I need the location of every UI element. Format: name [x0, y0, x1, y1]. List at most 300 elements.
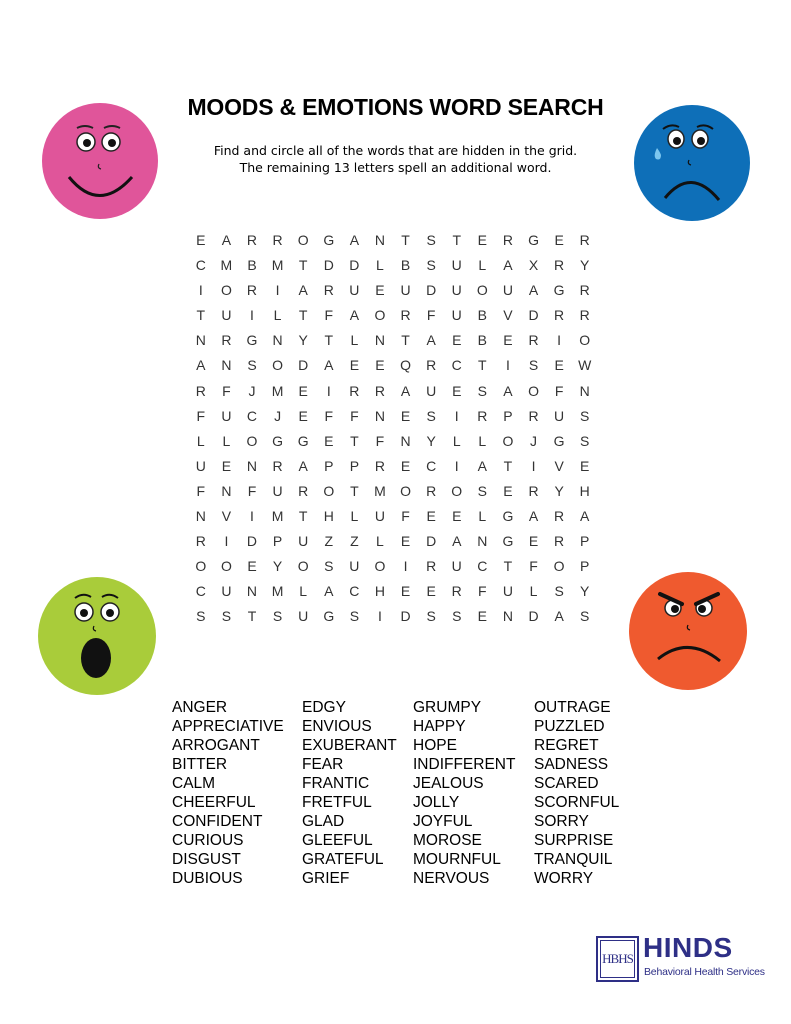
grid-letter[interactable]: U — [502, 583, 513, 600]
grid-letter[interactable]: J — [530, 432, 538, 449]
grid-letter[interactable]: O — [528, 382, 539, 399]
grid-letter[interactable]: C — [426, 457, 437, 474]
grid-letter[interactable]: P — [349, 457, 360, 474]
grid-letter[interactable]: O — [272, 357, 284, 374]
grid-letter[interactable]: R — [528, 332, 539, 349]
grid-letter[interactable]: G — [272, 432, 284, 449]
grid-letter[interactable]: S — [580, 608, 590, 625]
grid-letter[interactable]: E — [477, 608, 487, 625]
grid-letter[interactable]: A — [221, 232, 232, 248]
grid-letter[interactable]: O — [476, 282, 488, 299]
word-item: DUBIOUS — [172, 870, 243, 887]
grid-letter[interactable]: A — [324, 583, 334, 600]
grid-letter[interactable]: S — [426, 232, 436, 248]
grid-letter[interactable]: T — [401, 332, 410, 349]
word-item: DISGUST — [172, 851, 241, 868]
grid-letter[interactable]: E — [503, 332, 513, 349]
grid-letter[interactable]: A — [528, 508, 539, 525]
grid-letter[interactable]: S — [349, 608, 360, 625]
grid-letter[interactable]: R — [374, 457, 386, 474]
grid-letter[interactable]: L — [478, 508, 487, 525]
grid-letter[interactable]: Y — [580, 583, 590, 600]
grid-letter[interactable]: R — [400, 307, 411, 324]
grid-letter[interactable]: D — [528, 608, 539, 625]
grid-letter[interactable]: O — [195, 558, 207, 575]
grid-letter[interactable]: U — [272, 482, 283, 499]
grid-letter[interactable]: F — [350, 407, 359, 424]
grid-letter[interactable]: F — [324, 407, 334, 424]
grid-letter[interactable]: C — [477, 558, 488, 575]
grid-letter[interactable]: O — [297, 558, 309, 575]
grid-letter[interactable]: R — [349, 382, 360, 399]
grid-letter[interactable]: A — [426, 332, 436, 349]
grid-letter[interactable]: R — [272, 232, 283, 248]
grid-letter[interactable]: A — [349, 307, 360, 324]
grid-letter[interactable]: S — [426, 608, 436, 625]
grid-letter[interactable]: P — [324, 457, 334, 474]
grid-letter[interactable]: E — [375, 357, 385, 374]
grid-letter[interactable]: M — [271, 583, 284, 600]
grid-letter[interactable]: F — [247, 482, 257, 499]
grid-letter[interactable]: N — [246, 583, 258, 600]
grid-letter[interactable]: O — [579, 332, 591, 349]
grid-letter[interactable]: U — [221, 583, 232, 600]
grid-letter[interactable]: R — [528, 482, 539, 499]
grid-letter[interactable]: M — [271, 508, 284, 525]
grid-letter[interactable]: O — [400, 482, 411, 499]
grid-letter[interactable]: U — [400, 282, 411, 299]
grid-letter[interactable]: I — [250, 307, 254, 324]
grid-letter[interactable]: N — [579, 382, 590, 399]
grid-letter[interactable]: F — [529, 558, 538, 575]
grid-letter[interactable]: E — [375, 282, 385, 299]
grid-letter[interactable]: T — [196, 307, 206, 324]
grid-letter[interactable]: E — [554, 232, 564, 248]
grid-letter[interactable]: I — [531, 457, 536, 474]
grid-letter[interactable]: F — [324, 307, 334, 324]
word-item: BITTER — [172, 756, 228, 773]
grid-letter[interactable]: R — [374, 382, 386, 399]
grid-letter[interactable]: S — [452, 608, 462, 625]
grid-letter[interactable]: F — [554, 382, 564, 399]
word-item: CALM — [172, 775, 216, 792]
grid-letter[interactable]: M — [271, 382, 284, 399]
grid-letter[interactable]: L — [529, 583, 538, 600]
logo-monogram: HBHS — [600, 940, 635, 978]
grid-letter[interactable]: U — [451, 282, 462, 299]
grid-letter[interactable]: I — [378, 608, 382, 625]
grid-letter[interactable]: C — [195, 257, 206, 274]
grid-letter[interactable]: R — [554, 508, 565, 525]
grid-letter[interactable]: O — [374, 558, 386, 575]
grid-letter[interactable]: D — [323, 257, 334, 274]
grid-letter[interactable]: R — [528, 407, 539, 424]
word-item: REGRET — [534, 737, 599, 754]
word-item: FRANTIC — [302, 775, 370, 792]
grid-letter[interactable]: Y — [580, 257, 590, 274]
grid-letter[interactable]: R — [554, 533, 565, 550]
grid-letter[interactable]: D — [400, 608, 411, 625]
grid-letter[interactable]: R — [246, 282, 258, 299]
grid-letter[interactable]: I — [198, 282, 203, 299]
word-item: GRATEFUL — [302, 851, 384, 868]
grid-letter[interactable]: U — [298, 608, 309, 625]
grid-letter[interactable]: U — [349, 282, 360, 299]
grid-letter[interactable]: O — [220, 282, 232, 299]
grid-letter[interactable]: M — [220, 257, 233, 274]
word-item: GLAD — [302, 813, 345, 830]
grid-letter[interactable]: R — [554, 307, 565, 324]
grid-letter[interactable]: W — [578, 357, 592, 374]
grid-letter[interactable]: T — [452, 232, 462, 248]
grid-letter[interactable]: G — [553, 432, 565, 449]
grid-letter[interactable]: F — [375, 432, 385, 449]
word-item: GRUMPY — [413, 699, 482, 716]
grid-letter[interactable]: A — [298, 282, 308, 299]
word-item: MOROSE — [413, 832, 482, 849]
grid-letter[interactable]: R — [246, 232, 258, 248]
grid-letter[interactable]: U — [451, 558, 462, 575]
grid-letter[interactable]: I — [224, 533, 229, 550]
grid-letter[interactable]: A — [503, 382, 513, 399]
word-column-3 — [413, 698, 515, 888]
grid-letter[interactable]: U — [554, 407, 565, 424]
grid-letter[interactable]: M — [374, 482, 386, 499]
grid-letter[interactable]: T — [478, 357, 487, 374]
grid-letter[interactable]: S — [426, 407, 436, 424]
instruction-line-2: The remaining 13 letters spell an additional word. — [239, 160, 552, 175]
grid-letter[interactable]: U — [298, 533, 309, 550]
grid-letter[interactable]: R — [298, 482, 309, 499]
grid-letter[interactable]: E — [400, 583, 411, 600]
surprised-face-icon — [37, 576, 157, 696]
grid-letter[interactable]: R — [195, 382, 206, 399]
grid-letter[interactable]: O — [323, 482, 335, 499]
word-item: SURPRISE — [534, 832, 614, 849]
grid-letter[interactable]: E — [452, 508, 462, 525]
grid-letter[interactable]: I — [454, 407, 459, 424]
grid-letter[interactable]: N — [221, 482, 232, 499]
letter-grid — [188, 230, 598, 632]
grid-letter[interactable]: G — [246, 332, 258, 349]
word-item: TRANQUIL — [534, 851, 613, 868]
grid-letter[interactable]: R — [195, 533, 206, 550]
word-item: SADNESS — [534, 756, 609, 773]
grid-letter[interactable]: F — [478, 583, 487, 600]
grid-letter[interactable]: S — [580, 432, 590, 449]
word-item: ANGER — [172, 699, 228, 716]
grid-letter[interactable]: D — [246, 533, 258, 550]
grid-letter[interactable]: A — [580, 508, 590, 525]
grid-letter[interactable]: R — [426, 558, 437, 575]
grid-letter[interactable]: I — [326, 382, 331, 399]
word-item: NERVOUS — [413, 870, 490, 887]
grid-letter[interactable]: E — [580, 457, 590, 474]
word-item: SCORNFUL — [534, 794, 620, 811]
grid-letter[interactable]: T — [247, 608, 257, 625]
grid-letter[interactable]: U — [195, 457, 206, 474]
grid-letter[interactable]: B — [477, 307, 487, 324]
grid-letter[interactable]: U — [426, 382, 437, 399]
grid-letter[interactable]: S — [477, 382, 487, 399]
grid-letter[interactable]: A — [196, 357, 206, 374]
grid-letter[interactable]: E — [452, 332, 462, 349]
grid-letter[interactable]: L — [376, 533, 384, 550]
grid-letter[interactable]: E — [426, 583, 436, 600]
grid-letter[interactable]: I — [403, 558, 408, 575]
grid-letter[interactable]: J — [248, 382, 256, 399]
grid-letter[interactable]: N — [374, 332, 386, 349]
word-item: ARROGANT — [172, 737, 260, 754]
grid-letter[interactable]: B — [247, 257, 257, 274]
grid-letter[interactable]: R — [272, 457, 283, 474]
grid-letter[interactable]: F — [196, 482, 206, 499]
grid-letter[interactable]: H — [323, 508, 334, 525]
grid-letter[interactable]: S — [528, 357, 539, 374]
grid-letter[interactable]: G — [502, 533, 514, 550]
grid-letter[interactable]: N — [400, 432, 411, 449]
logo-tagline: Behavioral Health Services — [644, 966, 765, 978]
grid-letter[interactable]: V — [503, 307, 513, 324]
grid-letter[interactable]: X — [528, 257, 539, 274]
grid-letter[interactable]: I — [275, 282, 280, 299]
grid-letter[interactable]: R — [451, 583, 462, 600]
grid-letter[interactable]: G — [553, 282, 565, 299]
word-item: CURIOUS — [172, 832, 244, 849]
grid-letter[interactable]: F — [426, 307, 436, 324]
grid-letter[interactable]: O — [297, 232, 309, 248]
grid-letter[interactable]: R — [579, 282, 590, 299]
grid-letter[interactable]: B — [477, 332, 487, 349]
word-item: SORRY — [534, 813, 589, 830]
grid-letter[interactable]: G — [297, 432, 309, 449]
grid-letter[interactable]: Y — [426, 432, 436, 449]
grid-letter[interactable]: O — [374, 307, 386, 324]
grid-letter[interactable]: E — [196, 232, 206, 248]
grid-letter[interactable]: U — [221, 307, 232, 324]
grid-letter[interactable]: E — [426, 508, 436, 525]
grid-letter[interactable]: I — [454, 457, 459, 474]
grid-letter[interactable]: R — [502, 232, 513, 248]
hinds-logo — [596, 932, 765, 984]
grid-letter[interactable]: O — [553, 558, 565, 575]
grid-letter[interactable]: N — [195, 332, 206, 349]
grid-letter[interactable]: E — [503, 482, 513, 499]
grid-letter[interactable]: E — [400, 407, 411, 424]
grid-letter[interactable]: L — [350, 332, 359, 349]
grid-letter[interactable]: C — [349, 583, 360, 600]
word-item: SCARED — [534, 775, 599, 792]
grid-letter[interactable]: D — [426, 533, 437, 550]
grid-letter[interactable]: E — [554, 357, 564, 374]
grid-letter[interactable]: S — [554, 583, 564, 600]
grid-letter[interactable]: S — [247, 357, 257, 374]
grid-letter[interactable]: G — [323, 232, 335, 248]
grid-letter[interactable]: Q — [400, 357, 411, 374]
grid-letter[interactable]: A — [477, 457, 487, 474]
grid-letter[interactable]: E — [349, 357, 360, 374]
grid-letter[interactable]: L — [376, 257, 384, 274]
grid-letter[interactable]: E — [400, 533, 411, 550]
grid-letter[interactable]: U — [374, 508, 386, 525]
grid-letter[interactable]: L — [299, 583, 308, 600]
word-column-1 — [172, 698, 284, 888]
grid-letter[interactable]: T — [298, 307, 308, 324]
grid-letter[interactable]: U — [502, 282, 513, 299]
grid-letter[interactable]: N — [477, 533, 488, 550]
grid-letter[interactable]: E — [298, 382, 308, 399]
grid-letter[interactable]: E — [477, 232, 487, 248]
grid-letter[interactable]: U — [349, 558, 360, 575]
grid-letter[interactable]: O — [451, 482, 463, 499]
grid-letter[interactable]: U — [221, 407, 232, 424]
grid-letter[interactable]: R — [426, 482, 437, 499]
word-column-2 — [302, 698, 397, 888]
grid-letter[interactable]: T — [350, 432, 359, 449]
grid-letter[interactable]: T — [298, 508, 308, 525]
grid-letter[interactable]: D — [426, 282, 437, 299]
grid-letter[interactable]: M — [271, 257, 284, 274]
grid-letter[interactable]: L — [478, 257, 487, 274]
grid-letter[interactable]: O — [220, 558, 232, 575]
grid-letter[interactable]: T — [503, 558, 513, 575]
grid-letter[interactable]: E — [247, 558, 257, 575]
instruction-line-1: Find and circle all of the words that are hidden in the grid. — [213, 143, 578, 158]
grid-letter[interactable]: B — [400, 257, 411, 274]
grid-letter[interactable]: L — [222, 432, 231, 449]
grid-letter[interactable]: R — [323, 282, 334, 299]
grid-letter[interactable]: O — [502, 432, 514, 449]
grid-letter[interactable]: Z — [324, 533, 334, 550]
grid-letter[interactable]: C — [195, 583, 206, 600]
grid-letter[interactable]: A — [349, 232, 360, 248]
grid-letter[interactable]: L — [452, 432, 461, 449]
grid-letter[interactable]: N — [374, 232, 386, 248]
grid-letter[interactable]: L — [273, 307, 282, 324]
grid-letter[interactable]: Y — [272, 558, 283, 575]
grid-letter[interactable]: A — [452, 533, 462, 550]
grid-letter[interactable]: F — [196, 407, 206, 424]
grid-letter[interactable]: T — [350, 482, 359, 499]
grid-letter[interactable]: Y — [554, 482, 564, 499]
word-item: WORRY — [534, 870, 594, 887]
grid-letter[interactable]: J — [274, 407, 282, 424]
grid-letter[interactable]: E — [452, 382, 462, 399]
grid-letter[interactable]: R — [579, 307, 590, 324]
logo-monogram-box — [596, 936, 639, 982]
grid-letter[interactable]: N — [272, 332, 283, 349]
grid-letter[interactable]: T — [324, 332, 334, 349]
grid-letter[interactable]: C — [451, 357, 462, 374]
word-item: GRIEF — [302, 870, 350, 887]
grid-letter[interactable]: T — [503, 457, 513, 474]
grid-letter[interactable]: S — [580, 407, 590, 424]
word-item: GLEEFUL — [302, 832, 373, 849]
grid-letter[interactable]: D — [349, 257, 360, 274]
page-title: MOODS & EMOTIONS WORD SEARCH — [187, 94, 604, 120]
grid-letter[interactable]: P — [580, 533, 590, 550]
grid-letter[interactable]: N — [246, 457, 258, 474]
grid-letter[interactable]: E — [221, 457, 232, 474]
grid-letter[interactable]: U — [451, 307, 462, 324]
grid-letter[interactable]: F — [222, 382, 231, 399]
grid-letter[interactable]: R — [221, 332, 232, 349]
grid-letter[interactable]: E — [528, 533, 539, 550]
word-item: OUTRAGE — [534, 699, 611, 716]
grid-letter[interactable]: S — [324, 558, 334, 575]
grid-letter[interactable]: A — [324, 357, 334, 374]
grid-letter[interactable]: A — [528, 282, 539, 299]
grid-letter[interactable]: O — [246, 432, 258, 449]
grid-letter[interactable]: H — [579, 482, 590, 499]
grid-letter[interactable]: P — [580, 558, 590, 575]
grid-letter[interactable]: I — [250, 508, 254, 525]
grid-letter[interactable]: D — [298, 357, 309, 374]
grid-letter[interactable]: S — [426, 257, 436, 274]
grid-letter[interactable]: V — [554, 457, 564, 474]
grid-letter[interactable]: R — [579, 232, 590, 248]
grid-letter[interactable]: P — [272, 533, 283, 550]
grid-letter[interactable]: A — [400, 382, 411, 399]
word-item: JEALOUS — [413, 775, 484, 792]
grid-letter[interactable]: S — [477, 482, 487, 499]
grid-letter[interactable]: S — [196, 608, 206, 625]
grid-letter[interactable]: G — [528, 232, 539, 248]
grid-letter[interactable]: N — [374, 407, 386, 424]
grid-letter[interactable]: L — [196, 432, 205, 449]
grid-letter[interactable]: G — [502, 508, 514, 525]
grid-letter[interactable]: R — [477, 407, 488, 424]
grid-letter[interactable]: I — [505, 357, 510, 374]
grid-letter[interactable]: P — [503, 407, 513, 424]
grid-letter[interactable]: Y — [298, 332, 308, 349]
grid-letter[interactable]: A — [298, 457, 308, 474]
grid-letter[interactable]: S — [272, 608, 283, 625]
grid-letter[interactable]: S — [221, 608, 232, 625]
grid-letter[interactable]: V — [221, 508, 232, 525]
grid-letter[interactable]: R — [426, 357, 437, 374]
grid-letter[interactable]: N — [502, 608, 513, 625]
word-item: EXUBERANT — [302, 737, 397, 754]
grid-letter[interactable]: E — [298, 407, 308, 424]
grid-letter[interactable]: E — [400, 457, 411, 474]
happy-face-icon — [41, 102, 159, 220]
grid-letter[interactable]: F — [401, 508, 410, 525]
grid-letter[interactable]: N — [221, 357, 232, 374]
grid-letter[interactable]: E — [324, 432, 334, 449]
grid-letter[interactable]: N — [195, 508, 206, 525]
grid-letter[interactable]: A — [503, 257, 513, 274]
word-item: ENVIOUS — [302, 718, 372, 735]
grid-letter[interactable]: D — [528, 307, 539, 324]
grid-letter[interactable]: I — [557, 332, 562, 349]
grid-letter[interactable]: G — [323, 608, 335, 625]
word-item: CHEERFUL — [172, 794, 256, 811]
grid-letter[interactable]: T — [401, 232, 410, 248]
word-item: INDIFFERENT — [413, 756, 516, 773]
grid-letter[interactable]: R — [554, 257, 565, 274]
grid-letter[interactable]: L — [350, 508, 359, 525]
grid-letter[interactable]: T — [298, 257, 308, 274]
grid-letter[interactable]: U — [451, 257, 462, 274]
grid-letter[interactable]: C — [246, 407, 258, 424]
grid-letter[interactable]: Z — [350, 533, 359, 550]
word-item: HOPE — [413, 737, 457, 754]
grid-letter[interactable]: H — [374, 583, 386, 600]
grid-letter[interactable]: A — [554, 608, 564, 625]
grid-letter[interactable]: L — [478, 432, 487, 449]
word-column-4 — [534, 698, 619, 888]
